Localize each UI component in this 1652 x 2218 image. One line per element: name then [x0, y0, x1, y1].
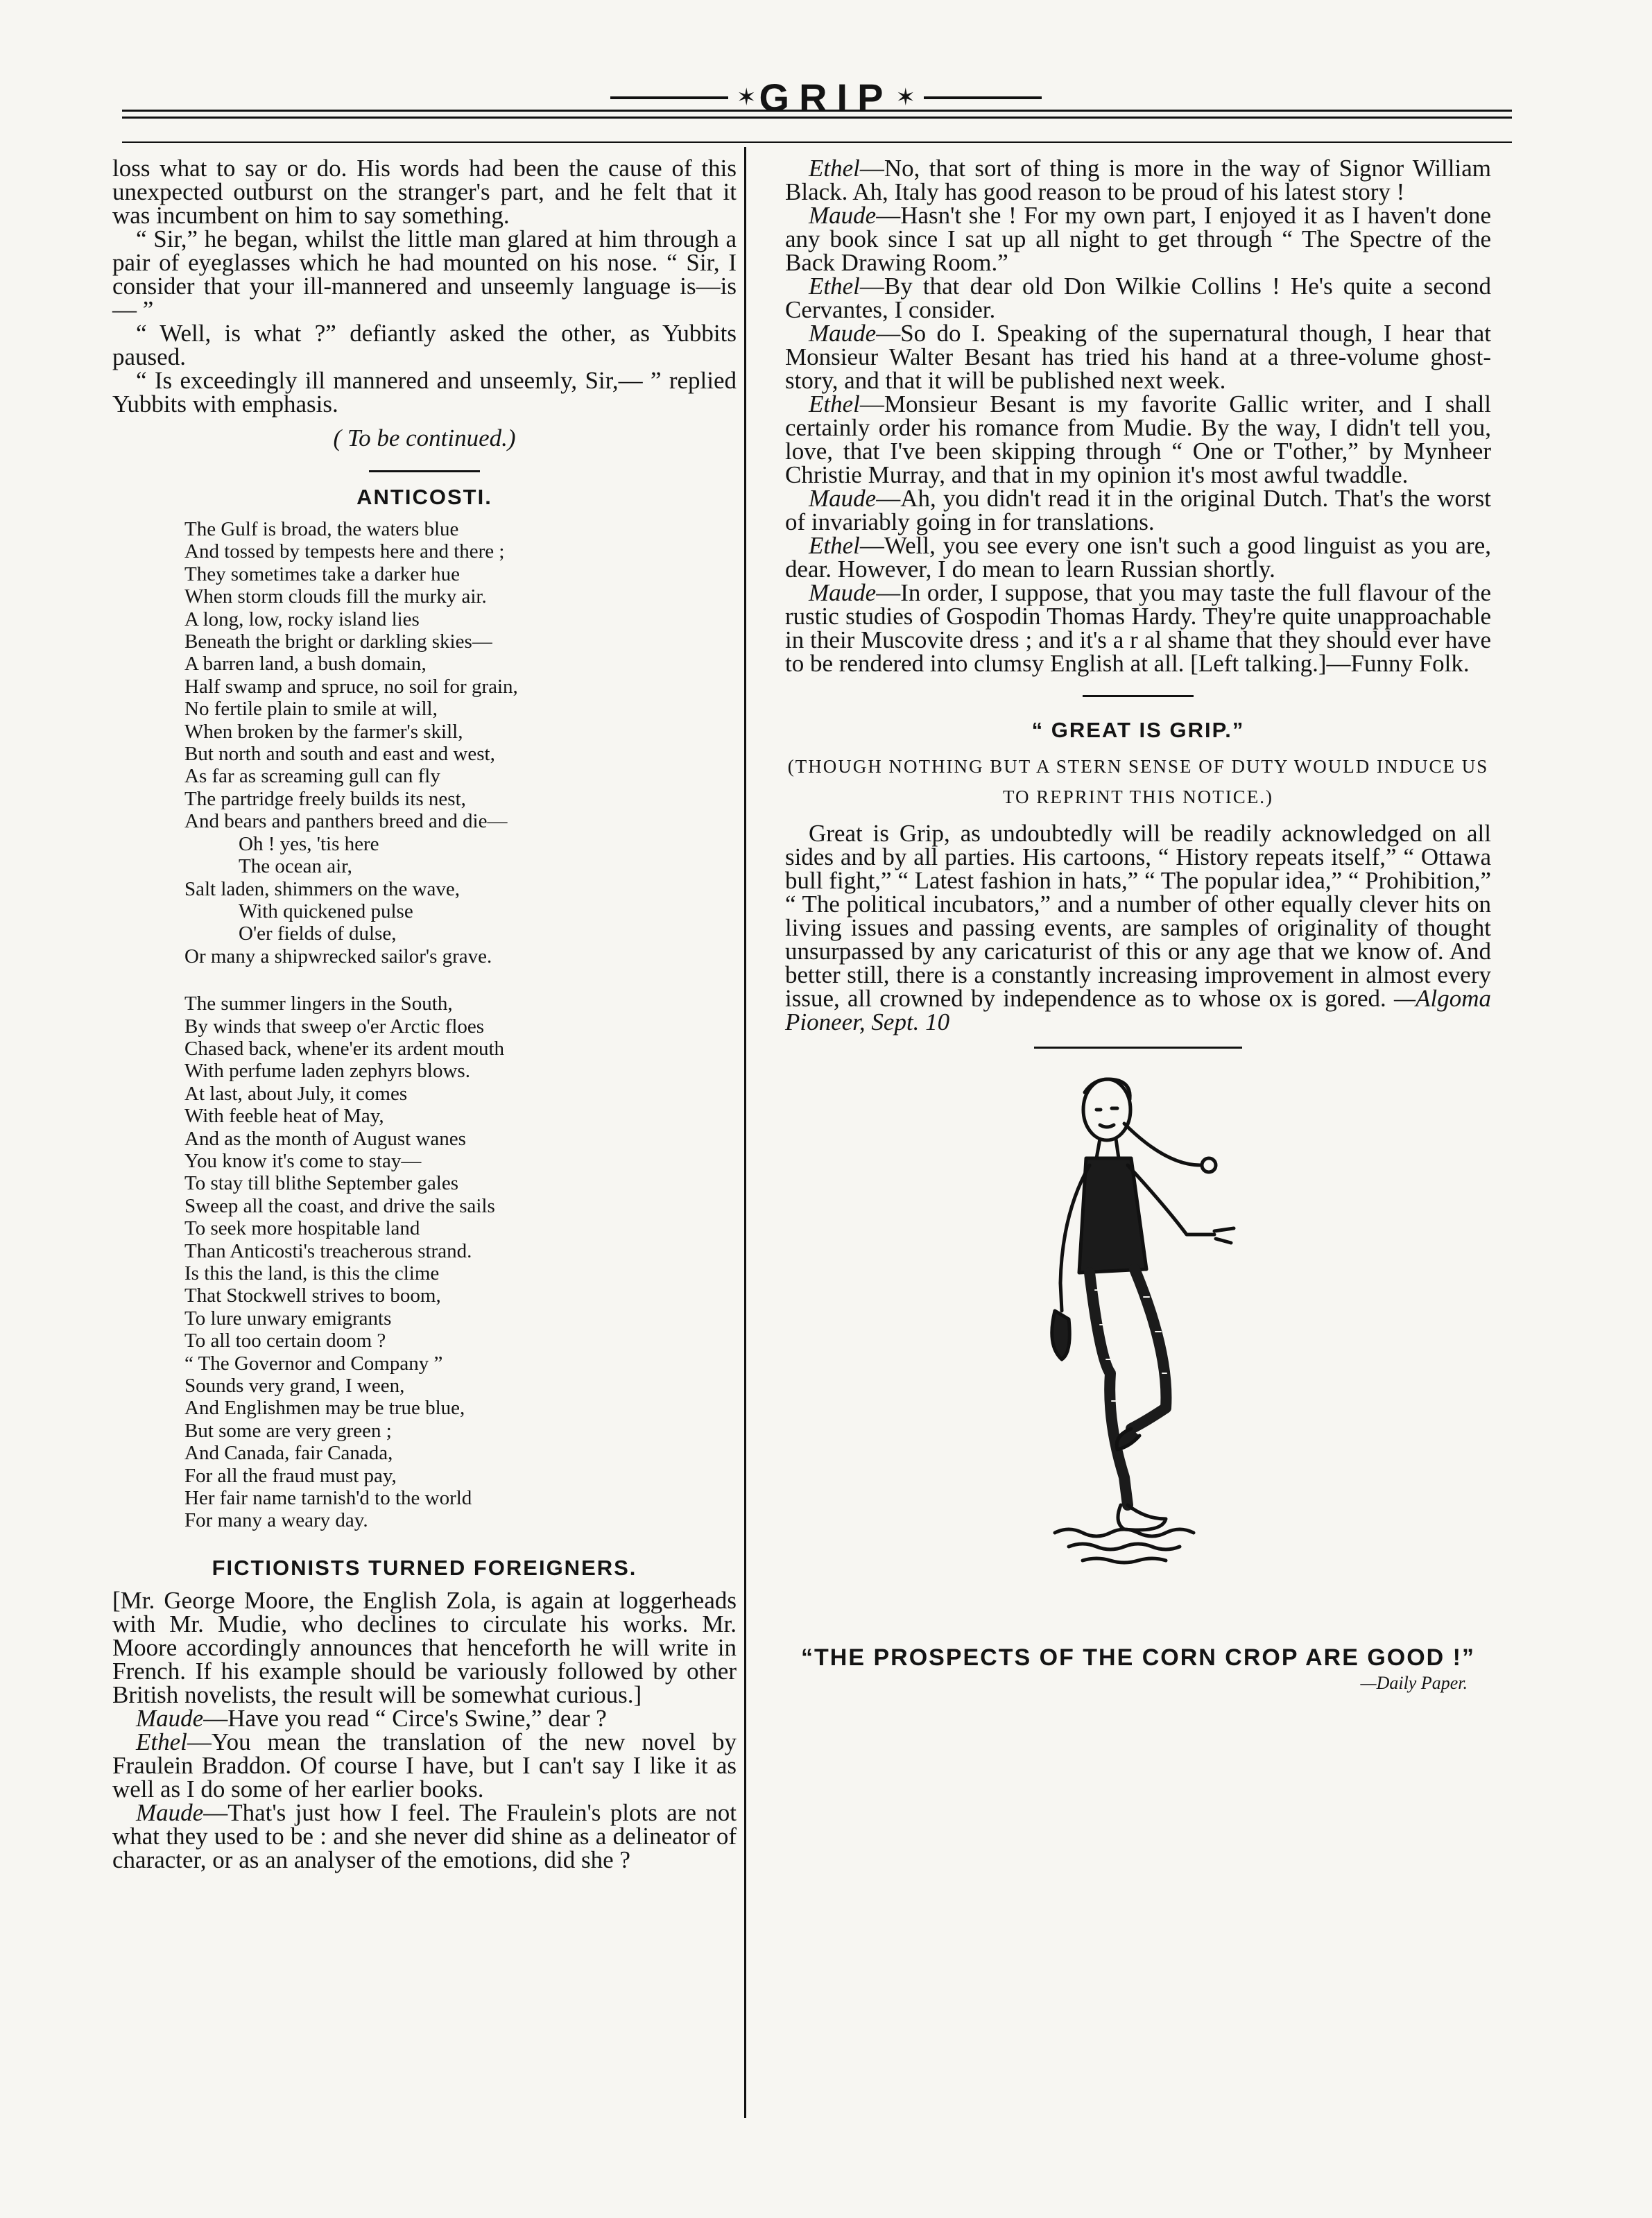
- speaker-name: Ethel: [809, 390, 860, 418]
- section-divider: [369, 470, 480, 472]
- poem-line: As far as screaming gull can fly: [184, 765, 440, 788]
- poem-line: For many a weary day.: [184, 1509, 368, 1532]
- speaker-name: Maude: [136, 1798, 204, 1826]
- header-rule-top: [122, 110, 1512, 112]
- masthead-rule-right: [924, 96, 1042, 99]
- dialogue-line: [785, 275, 1491, 322]
- poem-line: Oh ! yes, 'tis here: [239, 832, 379, 855]
- poem-line: Sweep all the coast, and drive the sails: [184, 1194, 495, 1217]
- poem-line: “ The Governor and Company ”: [184, 1352, 443, 1375]
- dialogue-line: [112, 1704, 737, 1732]
- speech-text: —You mean the translation of the new novel by Fraulein Braddon. Of course I have, but I can't say I like it as well as I do some of her earlier books.: [112, 1728, 737, 1803]
- masthead-title: GRIP: [759, 76, 893, 119]
- dialogue-line: [785, 534, 1491, 581]
- speech-text: —Well, you see every one isn't such a good linguist as you are, dear. However, I do mean to learn Russian shortly.: [785, 532, 1491, 583]
- speech-text: —Monsieur Besant is my favorite Gallic writer, and I shall certainly order his romance from Mudie. By the way, I didn't tell you, love, that I've been skipping through “ One or T'other,” by Mynheer Christie Murray, and that in my opinion it's most awful twaddle.: [785, 390, 1491, 488]
- poem-line: That Stockwell strives to boom,: [184, 1284, 441, 1307]
- poem-line: Sounds very grand, I ween,: [184, 1375, 405, 1398]
- dialogue-line: [785, 157, 1491, 204]
- speech-text: —Ah, you didn't read it in the original Dutch. That's the worst of invariably going in for translations.: [785, 485, 1491, 535]
- dialogue-line: [785, 487, 1491, 534]
- poem-line: Than Anticosti's treacherous strand.: [184, 1239, 472, 1262]
- to-be-continued: ( To be continued.): [333, 424, 516, 452]
- paragraph: “ Well, is what ?” defiantly asked the other, as Yubbits paused.: [112, 320, 737, 370]
- notice-source: —Algoma Pioneer, Sept. 10: [785, 985, 1492, 1035]
- left-column: [112, 157, 737, 1872]
- article-intro: [Mr. George Moore, the English Zola, is again at loggerheads with Mr. Mudie, who declines to circulate his works. Mr. Moore accordingly announces that henceforth he will write in French. If his example should be variously followed by other British novelists, the result will be somewhat curious.]: [112, 1586, 737, 1708]
- speech-text: —Hasn't she ! For my own part, I enjoyed it as I haven't done any book since I sat up all night to get through “ The Spectre of the Back Drawing Room.”: [785, 202, 1491, 276]
- poem-line: Is this the land, is this the clime: [184, 1262, 440, 1284]
- star-ornament-icon: ✶: [737, 85, 757, 111]
- poem-line: With feeble heat of May,: [184, 1105, 384, 1128]
- poem-line: They sometimes take a darker hue: [184, 562, 460, 585]
- dialogue-right: [785, 157, 1491, 676]
- paragraph: loss what to say or do. His words had been the cause of this unexpected outburst on the stranger's part, and he felt that it was incumbent on him to say something.: [112, 155, 737, 229]
- dialogue-line: [112, 1798, 737, 1873]
- poem-line: When broken by the farmer's skill,: [184, 720, 463, 743]
- masthead: [0, 75, 1652, 120]
- cartoon-caption: “THE PROSPECTS OF THE CORN CROP ARE GOOD !”: [801, 1644, 1475, 1671]
- speech-text: —No, that sort of thing is more in the way of Signor William Black. Ah, Italy has good reason to be proud of his latest story !: [785, 155, 1491, 205]
- poem-line: To lure unwary emigrants: [184, 1307, 392, 1330]
- poem-line: And as the month of August wanes: [184, 1127, 466, 1150]
- notice-subtitle: (THOUGH NOTHING BUT A STERN SENSE OF DUTY WOULD INDUCE US TO REPRINT THIS NOTICE.): [787, 756, 1489, 807]
- speaker-name: Maude: [809, 320, 877, 347]
- speaker-name: Ethel: [136, 1728, 187, 1755]
- poem-line: Chased back, whene'er its ardent mouth: [184, 1037, 505, 1060]
- poem-line: But some are very green ;: [184, 1419, 392, 1442]
- dialogue-line: [785, 322, 1491, 393]
- paragraph: “ Is exceedingly ill mannered and unseemly, Sir,— ” replied Yubbits with emphasis.: [112, 367, 737, 418]
- notice-text: Great is Grip, as undoubtedly will be readily acknowledged on all sides and by all parties. His cartoons, “ History repeats itself,” “ Ottawa bull fight,” “ Latest fashion in hats,” “ The popular idea,” “ Prohibition,” “ The political incubators,” and a number of other equally clever hits on living issues and passing events, are samples of originality of thought unsurpassed by any caricaturist of this or any age that we know of. And better still, there is a constantly increasing improvement in almost every issue, all crowned by independence as to whose ox is gored.: [785, 820, 1491, 1012]
- speaker-name: Maude: [809, 485, 877, 512]
- paragraph: “ Sir,” he began, whilst the little man glared at him through a pair of eyeglasses which he had mounted on his nose. “ Sir, I consider that your ill-mannered and unseemly language is—is— ”: [112, 225, 737, 323]
- article-title: FICTIONISTS TURNED FOREIGNERS.: [212, 1555, 637, 1580]
- poem-line: With quickened pulse: [239, 900, 413, 922]
- dialogue-line: [785, 390, 1491, 488]
- poem-line: By winds that sweep o'er Arctic floes: [184, 1015, 485, 1038]
- poem-line: Or many a shipwrecked sailor's grave.: [184, 945, 492, 968]
- poem-line: But north and south and east and west,: [184, 743, 495, 766]
- star-ornament-icon: ✶: [895, 85, 915, 111]
- speech-text: —By that dear old Don Wilkie Collins ! He's quite a second Cervantes, I consider.: [785, 273, 1491, 323]
- poem-line: For all the fraud must pay,: [184, 1464, 397, 1487]
- poem-stanza-1: [184, 518, 737, 968]
- poem-line: At last, about July, it comes: [184, 1082, 408, 1105]
- dialogue-line: [112, 1730, 737, 1801]
- masthead-rule-left: [610, 96, 728, 99]
- poem-line: To seek more hospitable land: [184, 1217, 420, 1240]
- speaker-name: Maude: [809, 202, 877, 229]
- dialogue-line: [785, 204, 1491, 275]
- poem-line: The ocean air,: [239, 855, 352, 878]
- section-divider: [1083, 695, 1194, 697]
- poem-line: A long, low, rocky island lies: [184, 608, 420, 630]
- right-column: [785, 157, 1491, 1694]
- column-divider: [744, 147, 746, 2118]
- header-rule-top-inner: [122, 117, 1512, 119]
- speech-text: —That's just how I feel. The Fraulein's plots are not what they used to be : and she never did shine as a delineator of character, or as an analyser of the emotions, did she ?: [112, 1798, 737, 1873]
- poem-line: Salt laden, shimmers on the wave,: [184, 877, 461, 900]
- speaker-name: Maude: [136, 1704, 204, 1732]
- poem-line: The Gulf is broad, the waters blue: [184, 518, 459, 540]
- dialogue-line: [785, 581, 1491, 676]
- poem-line: With perfume laden zephyrs blows.: [184, 1060, 470, 1083]
- header-rule-bottom: [122, 141, 1512, 143]
- poem-line: And tossed by tempests here and there ;: [184, 540, 505, 563]
- cartoon-credit: —Daily Paper.: [1360, 1673, 1468, 1693]
- cartoon-illustration: [958, 1061, 1318, 1637]
- poem-line: The partridge freely builds its nest,: [184, 787, 466, 810]
- poem-stanza-2: [184, 992, 737, 1532]
- dialogue-left: [112, 1704, 737, 1873]
- poem-line: A barren land, a bush domain,: [184, 653, 427, 676]
- poem-line: And Canada, fair Canada,: [184, 1442, 393, 1465]
- poem-line: Her fair name tarnish'd to the world: [184, 1487, 472, 1510]
- speech-text: —In order, I suppose, that you may taste the full flavour of the rustic studies of Gospodin Thomas Hardy. They're quite unapproachable in their Muscovite dress ; and it's a r al shame that they should ever have to be rendered into clumsy English at all. [Left talking.]—Funny Folk.: [785, 579, 1491, 677]
- notice-title: “ GREAT IS GRIP.”: [1031, 718, 1245, 742]
- speaker-name: Ethel: [809, 532, 860, 559]
- poem-line: Beneath the bright or darkling skies—: [184, 630, 492, 653]
- poem-line: And bears and panthers breed and die—: [184, 810, 508, 833]
- poem-line: O'er fields of dulse,: [239, 922, 397, 945]
- story-continuation: [112, 157, 737, 416]
- speech-text: —Have you read “ Circe's Swine,” dear ?: [203, 1704, 607, 1732]
- poem-line: To all too certain doom ?: [184, 1330, 386, 1352]
- poem-line: And Englishmen may be true blue,: [184, 1397, 465, 1420]
- poem-line: To stay till blithe September gales: [184, 1172, 459, 1195]
- poem-line: When storm clouds fill the murky air.: [184, 585, 487, 608]
- speaker-name: Ethel: [809, 273, 860, 300]
- speaker-name: Maude: [809, 579, 877, 606]
- section-divider: [1034, 1047, 1242, 1049]
- notice-body: [785, 822, 1491, 1034]
- poem-line: No fertile plain to smile at will,: [184, 698, 438, 721]
- poem-line: The summer lingers in the South,: [184, 992, 453, 1015]
- poem-line: Half swamp and spruce, no soil for grain,: [184, 675, 518, 698]
- poem-line: You know it's come to stay—: [184, 1149, 422, 1172]
- poem-title: ANTICOSTI.: [356, 485, 492, 509]
- speaker-name: Ethel: [809, 155, 860, 182]
- speech-text: —So do I. Speaking of the supernatural though, I hear that Monsieur Walter Besant has tried his hand at a three-volume ghost-story, and that it will be published next week.: [785, 320, 1491, 394]
